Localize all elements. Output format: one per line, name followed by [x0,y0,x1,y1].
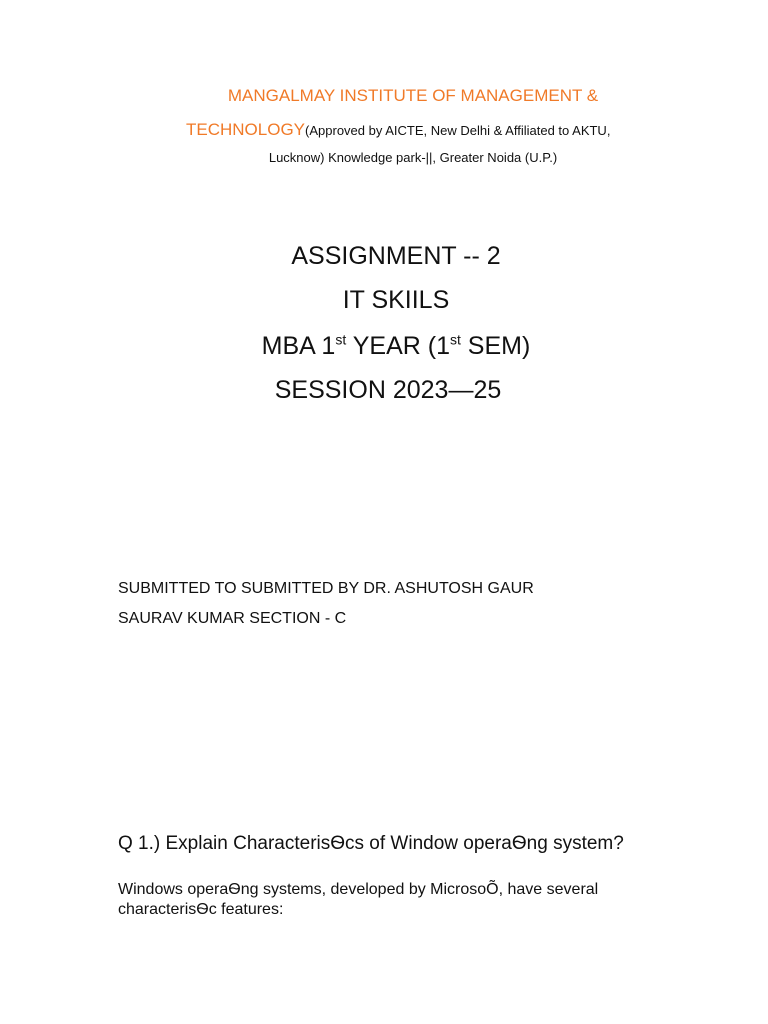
program-part3: SEM) [460,332,531,360]
submission-line1: SUBMITTED TO SUBMITTED BY DR. ASHUTOSH GAUR [118,580,534,597]
institute-name-line2 [186,120,610,140]
program-part1: MBA 1 [261,332,336,360]
program-part2: YEAR (1 [346,332,450,360]
institute-name-technology: TECHNOLOGY [186,120,306,139]
program-sup1: st [335,331,347,348]
session-title: SESSION 2023—25 [274,376,502,404]
institute-name-line1: MANGALMAY INSTITUTE OF MANAGEMENT & [227,86,599,105]
program-title [0,332,768,361]
assignment-title: ASSIGNMENT -- 2 [291,242,501,270]
institute-approval-text: (Approved by AICTE, New Delhi & Affiliated to AKTU, [305,123,611,138]
answer-text: Windows operaѲng systems, developed by MicrosoÕ, have several characterisѲc features: [118,881,599,918]
subject-title: IT SKIILS [342,286,450,314]
question-heading: Q 1.) Explain CharacterisѲcs of Window operaѲng system? [118,833,624,854]
submission-line2: SAURAV KUMAR SECTION - C [118,610,347,627]
institute-address: Lucknow) Knowledge park-||, Greater Noida (U.P.) [268,150,558,165]
program-sup2: st [449,331,461,348]
